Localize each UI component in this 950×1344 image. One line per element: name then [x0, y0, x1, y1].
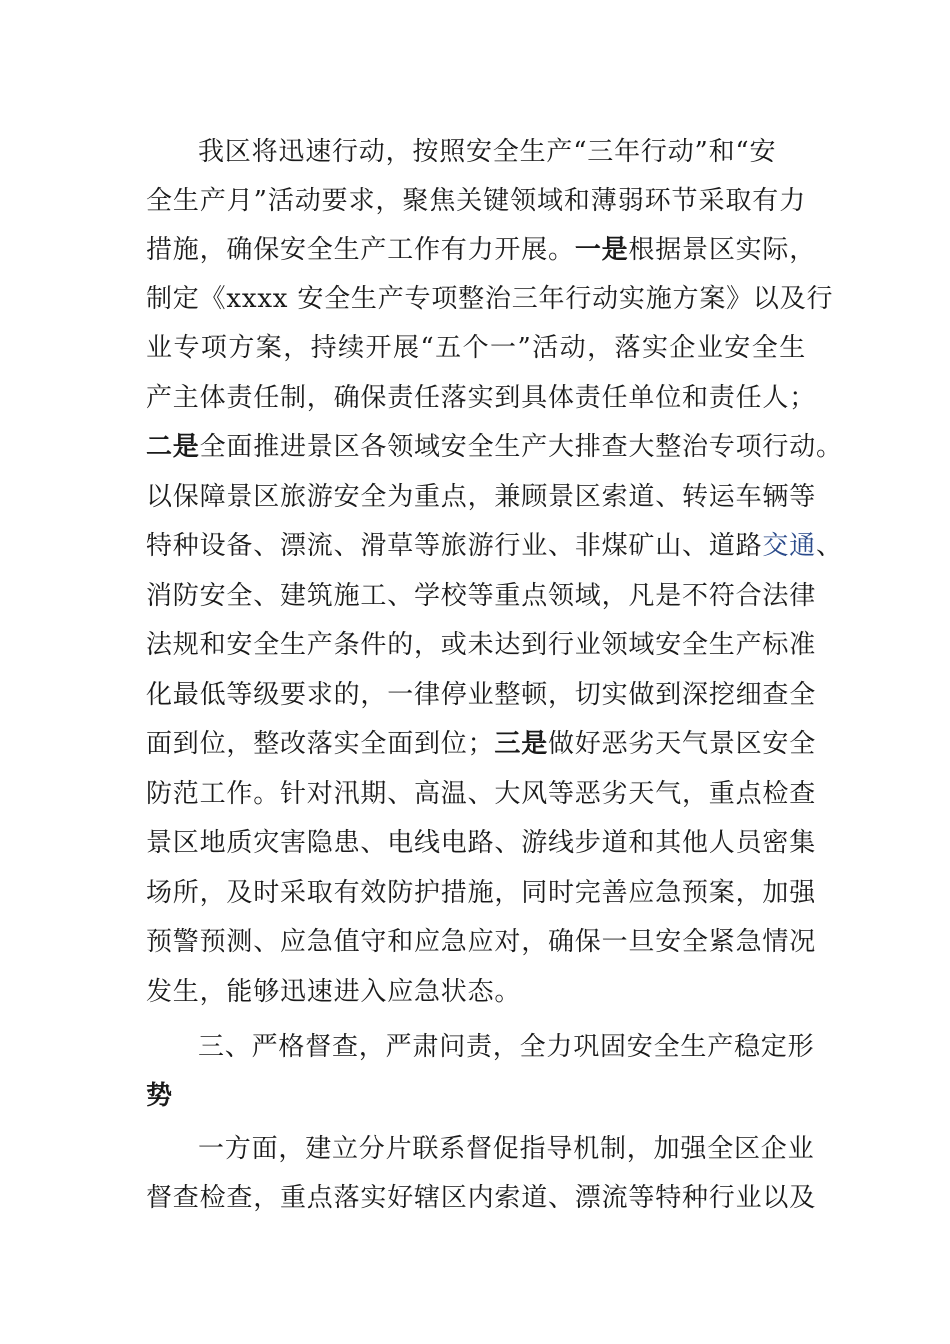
- paragraph-1-line-5: [146, 322, 806, 374]
- paragraph-1-line-8: [146, 471, 817, 523]
- bold-marker-third: 三是: [494, 729, 549, 759]
- bold-marker-second: 二是: [146, 432, 200, 462]
- text-segment: 制定《xxxx 安全生产专项整治三年行动实施方案》以及行: [146, 284, 834, 314]
- text-segment: 景区地质灾害隐患、电线电路、游线步道和其他人员密集: [146, 828, 817, 858]
- paragraph-1-line-1: [198, 126, 858, 178]
- paragraph-1-line-12: [146, 669, 817, 721]
- text-segment: 根据景区实际，: [628, 235, 817, 265]
- text-segment: 防范工作。针对汛期、高温、大风等恶劣天气，重点检查: [146, 779, 817, 809]
- paragraph-1-line-4: [146, 273, 834, 325]
- paragraph-1-line-14: [146, 768, 817, 820]
- text-segment: 法规和安全生产条件的，或未达到行业领域安全生产标准: [146, 630, 817, 660]
- text-segment: 做好恶劣天气景区安全: [548, 729, 817, 759]
- text-segment: 措施，确保安全生产工作有力开展。: [146, 235, 575, 265]
- paragraph-1-line-18: [146, 966, 806, 1018]
- paragraph-1-line-2: [146, 175, 806, 227]
- paragraph-1-line-9: [146, 520, 843, 572]
- section-heading-text: 势: [146, 1081, 173, 1111]
- paragraph-2-line-1: [198, 1123, 858, 1175]
- section-3-heading-line-2: [146, 1070, 806, 1122]
- paragraph-1-line-17: [146, 916, 817, 968]
- section-3-heading-line-1: [198, 1021, 858, 1073]
- text-segment: 业专项方案，持续开展“五个一”活动，落实企业安全生: [146, 333, 806, 363]
- text-segment: 预警预测、应急值守和应急应对，确保一旦安全紧急情况: [146, 927, 817, 957]
- traffic-link[interactable]: 交通: [762, 531, 817, 561]
- text-segment: 全生产月”活动要求，聚焦关键领域和薄弱环节采取有力: [146, 186, 806, 216]
- text-segment: 、: [816, 531, 843, 561]
- paragraph-1-line-11: [146, 619, 817, 671]
- paragraph-1-line-10: [146, 570, 817, 622]
- text-segment: 场所，及时采取有效防护措施，同时完善应急预案，加强: [146, 878, 817, 908]
- paragraph-2-line-2: [146, 1172, 817, 1224]
- bold-marker-first: 一是: [574, 235, 629, 265]
- text-segment: 面到位，整改落实全面到位；: [146, 729, 495, 759]
- text-segment: 督查检查，重点落实好辖区内索道、漂流等特种行业以及: [146, 1183, 817, 1213]
- text-segment: 产主体责任制，确保责任落实到具体责任单位和责任人；: [146, 383, 817, 413]
- text-segment: 全面推进景区各领域安全生产大排查大整治专项行动。: [199, 432, 843, 462]
- paragraph-1-line-7: [146, 421, 843, 473]
- section-heading-text: 三、严格督查，严肃问责，全力巩固安全生产稳定形: [198, 1032, 815, 1062]
- text-segment: 一方面，建立分片联系督促指导机制，加强全区企业: [198, 1134, 815, 1164]
- paragraph-1-line-6: [146, 372, 817, 424]
- text-segment: 我区将迅速行动，按照安全生产“三年行动”和“安: [198, 137, 777, 167]
- paragraph-1-line-16: [146, 867, 817, 919]
- paragraph-1-line-13: [146, 718, 817, 770]
- text-segment: 消防安全、建筑施工、学校等重点领域，凡是不符合法律: [146, 581, 817, 611]
- text-segment: 特种设备、漂流、滑草等旅游行业、非煤矿山、道路: [146, 531, 763, 561]
- paragraph-1-line-15: [146, 817, 817, 869]
- text-segment: 化最低等级要求的，一律停业整顿，切实做到深挖细查全: [146, 680, 817, 710]
- text-segment: 发生，能够迅速进入应急状态。: [146, 977, 522, 1007]
- paragraph-1-line-3: [146, 224, 817, 276]
- text-segment: 以保障景区旅游安全为重点，兼顾景区索道、转运车辆等: [146, 482, 817, 512]
